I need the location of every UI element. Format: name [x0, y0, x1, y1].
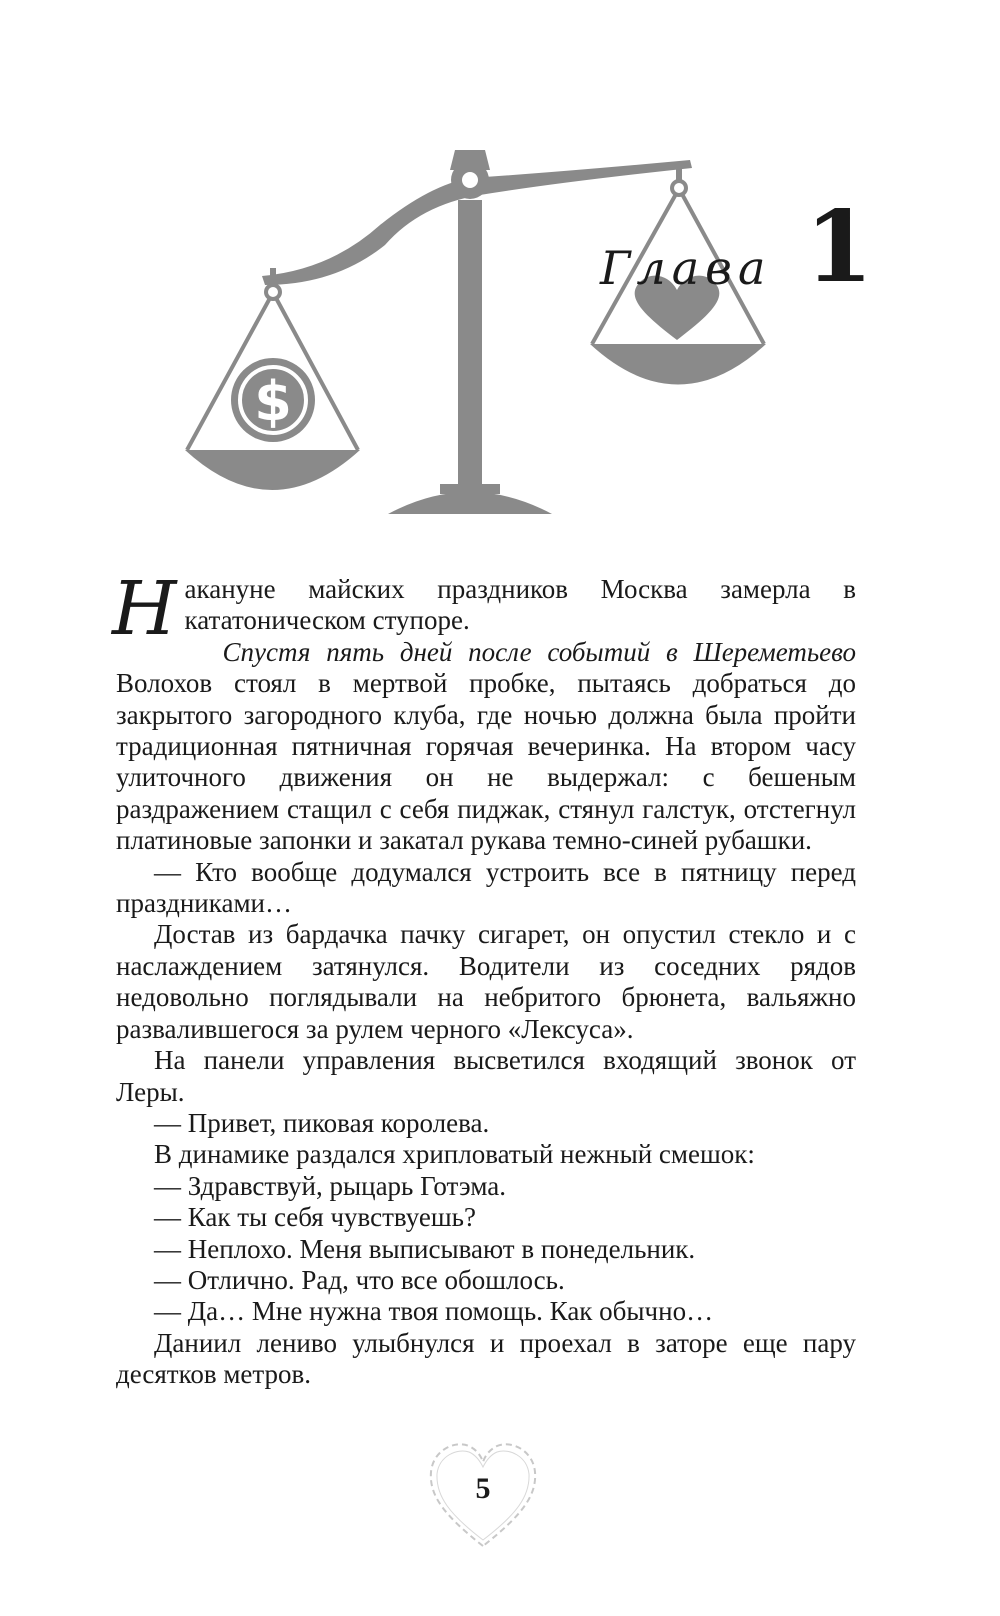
paragraph: — Да… Мне нужна твоя помощь. Как обычно… — [154, 1296, 714, 1327]
paragraph: — Здравствуй, рыцарь Готэма. — [154, 1170, 506, 1201]
paragraph: — Привет, пиковая королева. — [154, 1107, 490, 1138]
page-number — [425, 1436, 541, 1556]
paragraph: — Кто вообще додумался устроить все в пятницу перед праздниками… — [116, 856, 856, 919]
scale-base — [388, 492, 552, 514]
left-pan — [185, 450, 360, 490]
paragraph: — Как ты себя чувствуешь? — [154, 1202, 476, 1233]
paragraph: — Неплохо. Меня выписывают в понедельник. — [154, 1233, 696, 1264]
page-number-label: 5 — [475, 1472, 491, 1505]
paragraph: Даниил лениво улыбнулся и проехал в заторе еще пару десятков метров. — [116, 1327, 856, 1390]
chapter-word: Глава — [600, 241, 772, 295]
right-pan — [590, 344, 766, 385]
paragraph: Спустя пять дней после событий в Шереметьево Волохов стоял в мертвой пробке, пытаясь добраться до закрытого загородного клуба, где ночью должна была пройти традиционная пятничная горячая вечеринка. На втором часу улиточного движения он не выдержал: с бешеным раздражением стащил с себя пиджак, стянул галстук, отстегнул платиновые запонки и закатал рукава темно-синей рубашки. — [116, 636, 856, 856]
paragraph: Накануне майских праздников Москва замерла в кататоническом ступоре. — [112, 566, 856, 652]
scale-pillar — [458, 200, 482, 490]
dollar-sign: $ — [254, 370, 292, 433]
dollar-coin-icon — [231, 358, 315, 442]
chapter-heading — [600, 190, 874, 315]
drop-cap: Н — [112, 566, 177, 652]
body-text — [112, 566, 856, 1391]
emphasis-text: Спустя пять дней после событий в Шереметьево — [222, 636, 856, 667]
paragraph: На панели управления высветился входящий звонок от Леры. — [116, 1045, 856, 1107]
chapter-number: 1 — [805, 190, 874, 305]
paragraph: — Отлично. Рад, что все обошлось. — [154, 1264, 565, 1295]
paragraph: В динамике раздался хрипловатый нежный смешок: — [154, 1139, 755, 1170]
paragraph: Достав из бардачка пачку сигарет, он опустил стекло и с наслаждением затянулся. Водители из соседних рядов недовольно поглядывали на небритого брюнета, вальяжно развалившегося за рулем черного «Лексуса». — [116, 919, 856, 1044]
